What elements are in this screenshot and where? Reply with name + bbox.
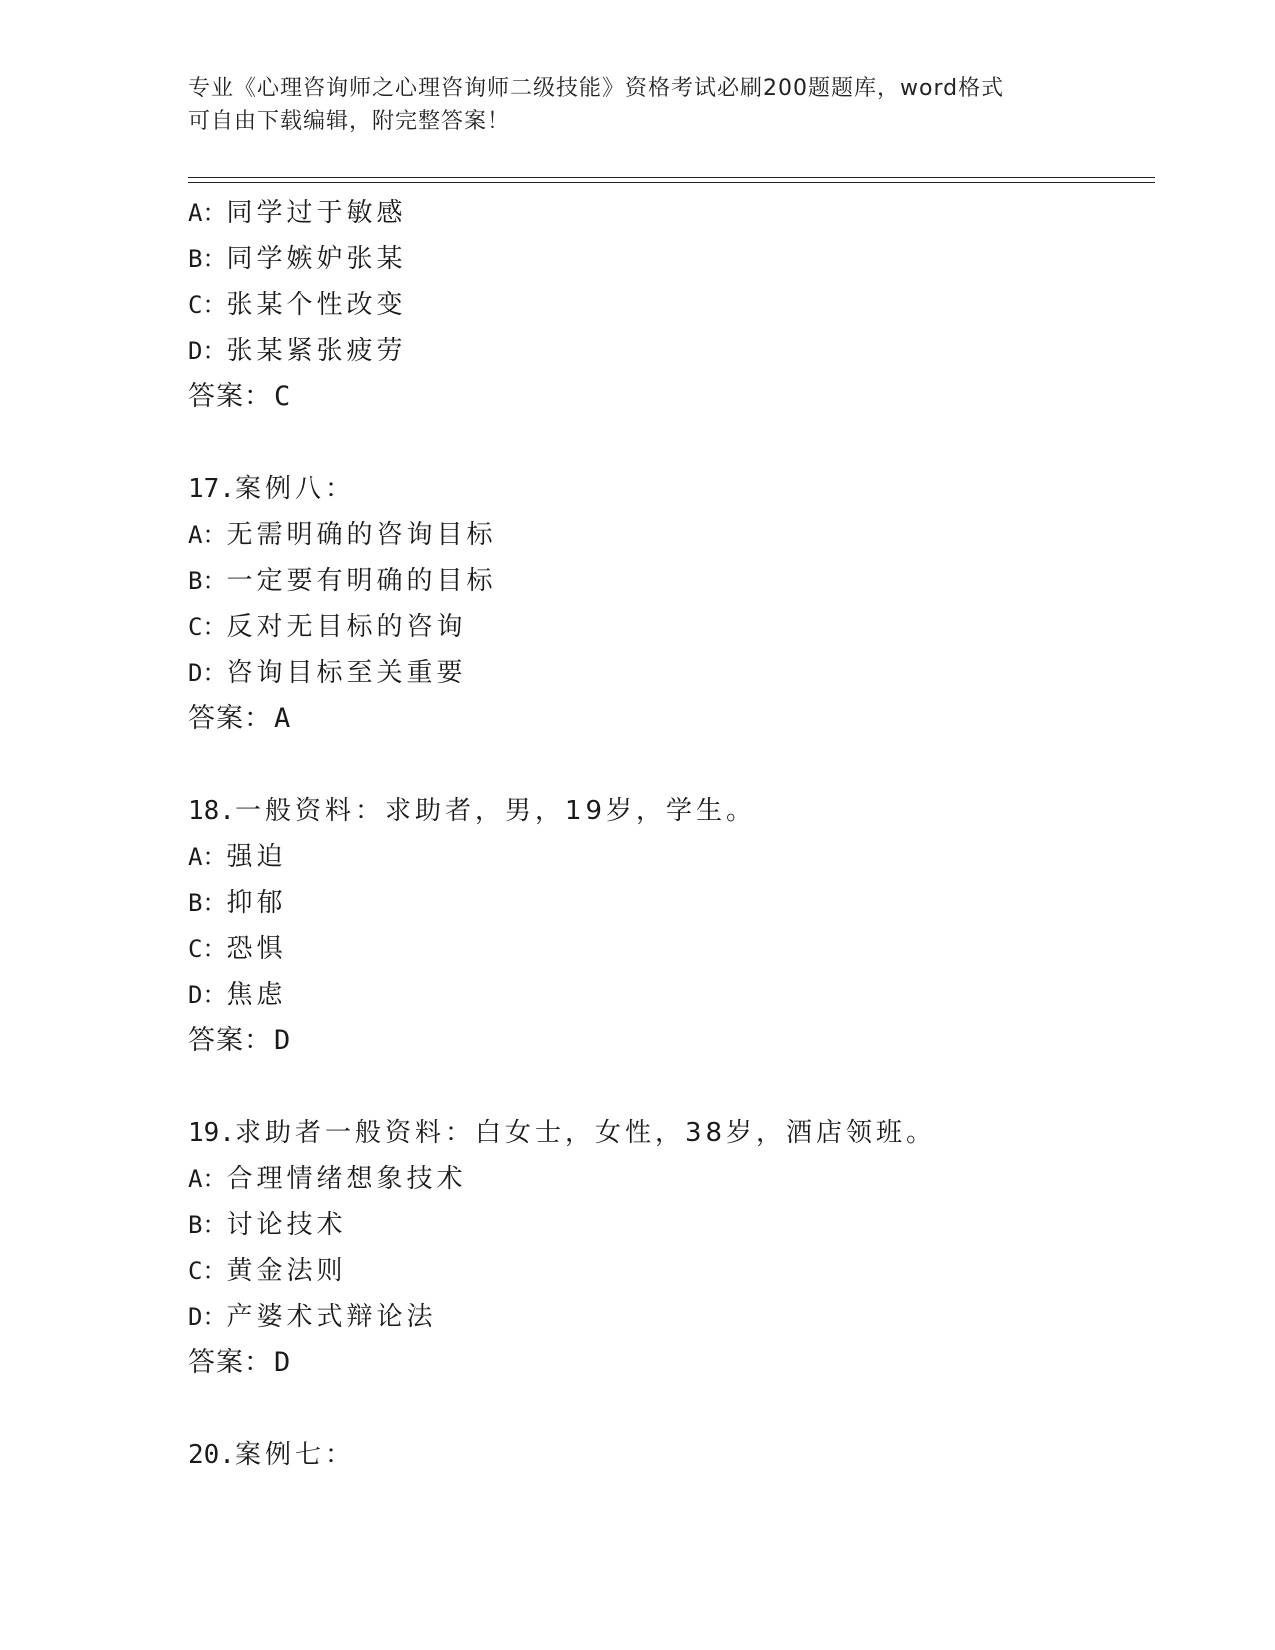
option-a: A：强迫 [188, 842, 287, 872]
question-block-20 [188, 1432, 1155, 1478]
option-d: D：咨询目标至关重要 [188, 658, 467, 688]
question-stem: 20.案例七： [188, 1440, 355, 1470]
option-c: C：张某个性改变 [188, 290, 407, 320]
answer-line: 答案：D [188, 1347, 292, 1378]
question-block-16 [188, 190, 1155, 420]
spacer [188, 742, 1155, 788]
document-header [188, 72, 1088, 138]
header-divider-bottom [188, 182, 1155, 183]
header-divider-top [188, 177, 1155, 178]
answer-line: 答案：D [188, 1025, 292, 1056]
answer-line: 答案：A [188, 703, 292, 734]
question-block-19 [188, 1110, 1155, 1386]
option-d: D：焦虑 [188, 980, 287, 1010]
option-a: A：同学过于敏感 [188, 198, 407, 228]
option-c: C：反对无目标的咨询 [188, 612, 467, 642]
question-list [188, 190, 1155, 1478]
spacer [188, 1064, 1155, 1110]
option-b: B：同学嫉妒张某 [188, 244, 407, 274]
header-line-1: 专业《心理咨询师之心理咨询师二级技能》资格考试必刷200题题库，word格式 [188, 76, 1005, 101]
option-d: D：张某紧张疲劳 [188, 336, 407, 366]
option-c: C：黄金法则 [188, 1256, 347, 1286]
option-a: A：无需明确的咨询目标 [188, 520, 497, 550]
option-b: B：抑郁 [188, 888, 287, 918]
option-c: C：恐惧 [188, 934, 287, 964]
question-stem: 19.求助者一般资料：白女士，女性，38岁，酒店领班。 [188, 1118, 937, 1148]
option-a: A：合理情绪想象技术 [188, 1164, 467, 1194]
answer-line: 答案：C [188, 381, 292, 412]
option-d: D：产婆术式辩论法 [188, 1302, 437, 1332]
question-stem: 18.一般资料：求助者，男，19岁，学生。 [188, 796, 757, 826]
option-b: B：一定要有明确的目标 [188, 566, 497, 596]
spacer [188, 420, 1155, 466]
option-b: B：讨论技术 [188, 1210, 347, 1240]
question-block-17 [188, 466, 1155, 742]
spacer [188, 1386, 1155, 1432]
header-line-2: 可自由下载编辑，附完整答案！ [188, 109, 511, 134]
question-stem: 17.案例八： [188, 474, 355, 504]
question-block-18 [188, 788, 1155, 1064]
